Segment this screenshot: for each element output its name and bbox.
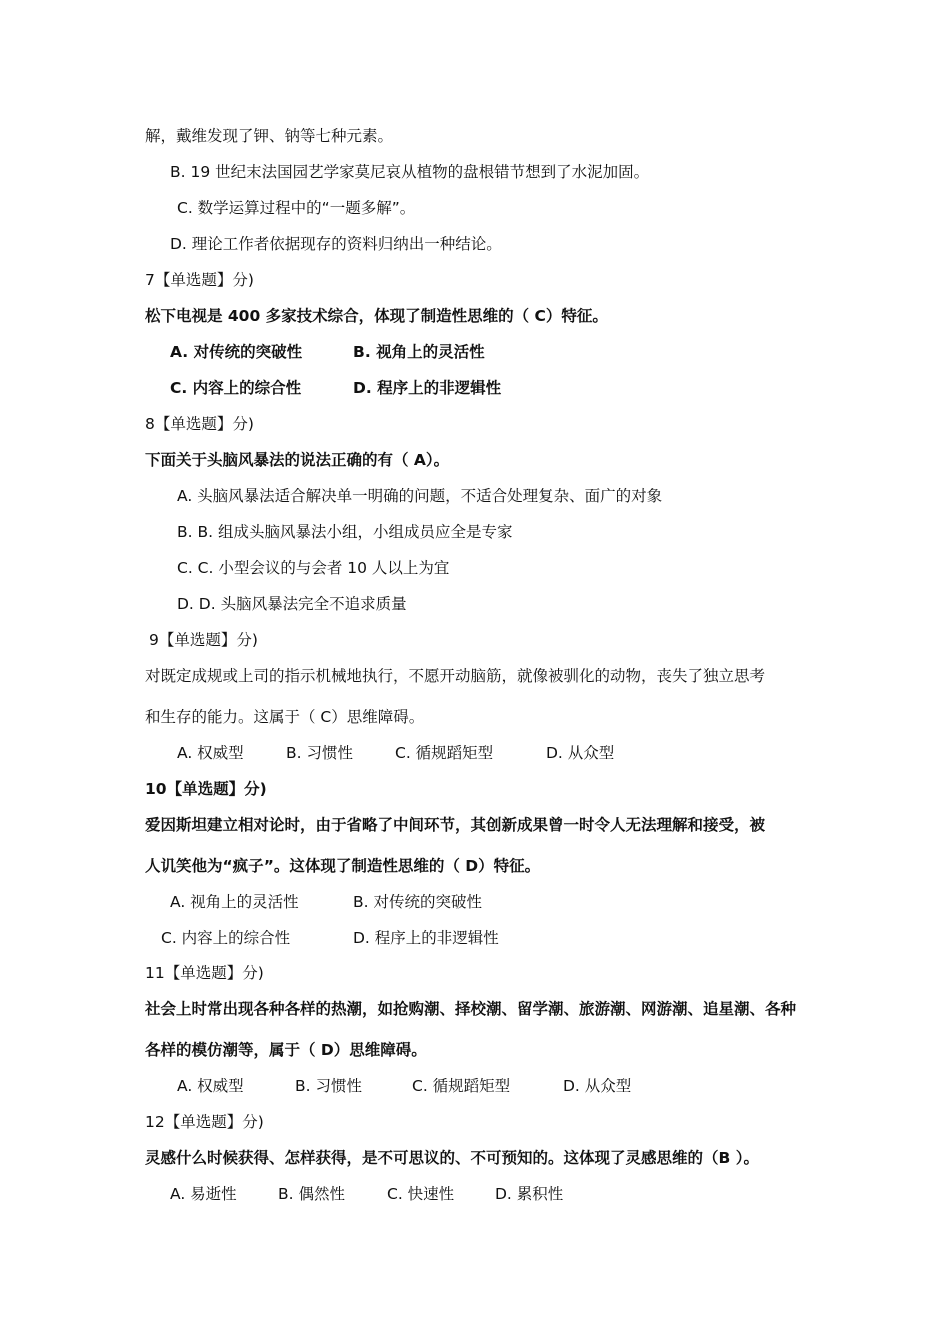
option-c: C. C. 小型会议的与会者 10 人以上为宜 xyxy=(177,559,450,577)
option-c: C. 内容上的综合性 xyxy=(170,379,302,397)
option-c: C. 循规蹈矩型 xyxy=(412,1077,511,1095)
option-a: A. 视角上的灵活性 xyxy=(170,893,299,911)
option-b: B. B. 组成头脑风暴法小组，小组成员应全是专家 xyxy=(177,523,513,541)
option-d: D. 程序上的非逻辑性 xyxy=(353,929,499,947)
option-a: A. 对传统的突破性 xyxy=(170,343,303,361)
question-stem-line1: 对既定成规或上司的指示机械地执行，不愿开动脑筋，就像被驯化的动物，丧失了独立思考 xyxy=(145,667,766,685)
option-b: B. 习惯性 xyxy=(295,1077,362,1095)
question-stem-line2: 人讥笑他为“疯子”。这体现了制造性思维的（ D）特征。 xyxy=(145,857,541,875)
option-b: B. 习惯性 xyxy=(286,744,353,762)
question-header: 8【单选题】分) xyxy=(145,415,254,433)
option-a: A. 头脑风暴法适合解决单一明确的问题，不适合处理复杂、面广的对象 xyxy=(177,487,663,505)
option-d: D. 累积性 xyxy=(495,1185,564,1203)
option-d: D. 从众型 xyxy=(546,744,615,762)
option-d: D. 程序上的非逻辑性 xyxy=(353,379,502,397)
question-stem-line1: 爱因斯坦建立相对论时，由于省略了中间环节，其创新成果曾一时令人无法理解和接受，被 xyxy=(145,816,766,834)
option-c: C. 循规蹈矩型 xyxy=(395,744,494,762)
option-d: D. D. 头脑风暴法完全不追求质量 xyxy=(177,595,407,613)
option-d: D. 从众型 xyxy=(563,1077,632,1095)
option-b: B. 偶然性 xyxy=(278,1185,345,1203)
option-b: B. 对传统的突破性 xyxy=(353,893,482,911)
question-header: 9【单选题】分) xyxy=(149,631,258,649)
question-stem-line1: 社会上时常出现各种各样的热潮，如抢购潮、择校潮、留学潮、旅游潮、网游潮、追星潮、各种 xyxy=(145,1000,797,1018)
option-c: C. 快速性 xyxy=(387,1185,455,1203)
option-d: D. 理论工作者依据现存的资料归纳出一种结论。 xyxy=(170,235,502,253)
question-stem: 灵感什么时候获得、怎样获得，是不可思议的、不可预知的。这体现了灵感思维的（B ）。 xyxy=(145,1149,759,1167)
option-a: A. 权威型 xyxy=(177,744,244,762)
question-header: 7【单选题】分) xyxy=(145,271,254,289)
option-c: C. 数学运算过程中的“一题多解”。 xyxy=(177,199,416,217)
option-a: A. 权威型 xyxy=(177,1077,244,1095)
option-c: C. 内容上的综合性 xyxy=(161,929,291,947)
question-header: 10【单选题】分) xyxy=(145,780,267,798)
option-a: A. 易逝性 xyxy=(170,1185,237,1203)
question-stem-line2: 各样的模仿潮等，属于（ D）思维障碍。 xyxy=(145,1041,427,1059)
question-header: 12【单选题】分) xyxy=(145,1113,264,1131)
question-stem-line2: 和生存的能力。这属于（ C）思维障碍。 xyxy=(145,708,425,726)
question-stem: 松下电视是 400 多家技术综合，体现了制造性思维的（ C）特征。 xyxy=(145,307,608,325)
option-b: B. 19 世纪末法国园艺学家莫尼哀从植物的盘根错节想到了水泥加固。 xyxy=(170,163,650,181)
question-header: 11【单选题】分) xyxy=(145,964,264,982)
question-stem: 下面关于头脑风暴法的说法正确的有（ A）。 xyxy=(145,451,450,469)
option-b: B. 视角上的灵活性 xyxy=(353,343,485,361)
intro-line: 解，戴维发现了钾、钠等七种元素。 xyxy=(145,127,394,145)
